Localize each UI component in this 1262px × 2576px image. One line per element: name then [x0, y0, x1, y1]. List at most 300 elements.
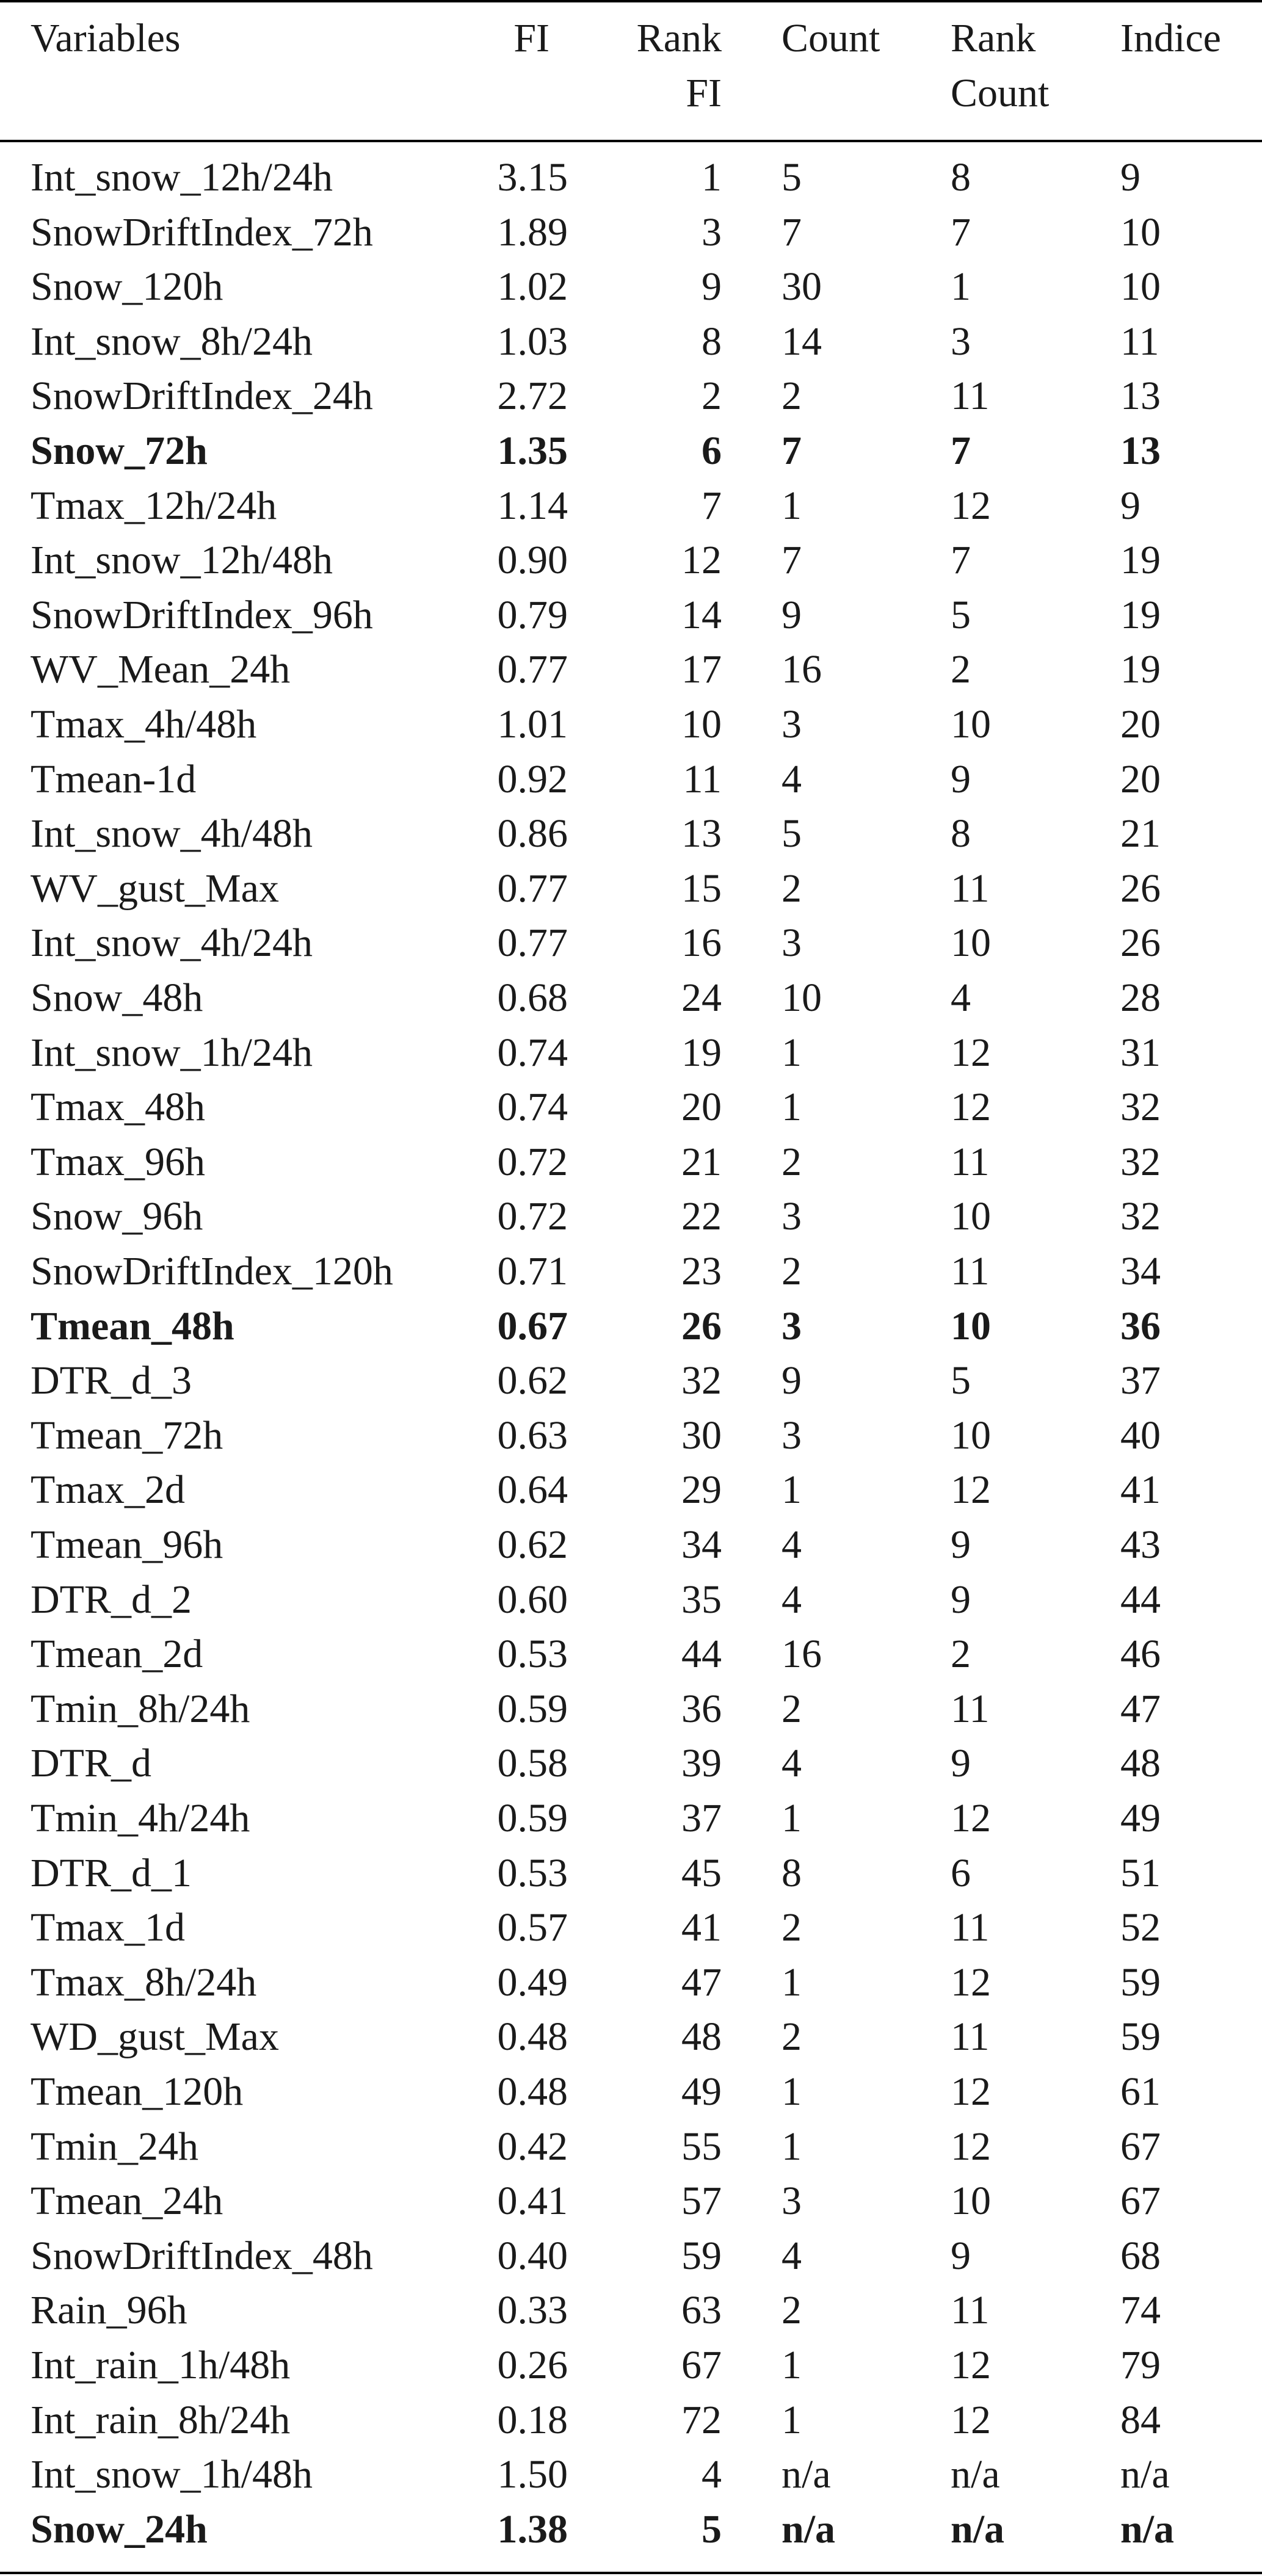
cell-variable: Tmean_72h [31, 1413, 223, 1458]
cell-rank-fi: 21 [681, 1140, 722, 1184]
cell-fi: 0.60 [497, 1577, 568, 1622]
table-row [0, 424, 1262, 479]
table-row [0, 2064, 1262, 2119]
cell-variable: Tmean_48h [31, 1304, 234, 1348]
cell-variable: Tmean_120h [31, 2069, 244, 2114]
cell-rank-fi: 57 [681, 2179, 722, 2223]
cell-rank-fi: 24 [681, 975, 722, 1020]
cell-indice: 9 [1120, 155, 1141, 200]
cell-rank-count: 12 [951, 1960, 991, 2005]
table-top-rule [0, 0, 1262, 2]
cell-fi: 0.64 [497, 1467, 568, 1512]
table-row [0, 314, 1262, 369]
cell-rank-count: 12 [951, 2343, 991, 2387]
cell-fi: 0.62 [497, 1522, 568, 1567]
table-row [0, 1353, 1262, 1408]
table-row [0, 588, 1262, 643]
cell-indice: 21 [1120, 811, 1161, 856]
cell-count: 1 [781, 1960, 802, 2005]
cell-variable: Int_snow_1h/48h [31, 2452, 313, 2497]
cell-count: 14 [781, 319, 822, 364]
cell-indice: 79 [1120, 2343, 1161, 2387]
cell-rank-fi: 63 [681, 2288, 722, 2332]
cell-fi: 0.18 [497, 2398, 568, 2442]
cell-rank-count: 5 [951, 1358, 971, 1403]
cell-indice: n/a [1120, 2507, 1175, 2552]
cell-variable: Int_snow_4h/24h [31, 921, 313, 965]
cell-count: 2 [781, 2288, 802, 2332]
cell-variable: Tmin_4h/24h [31, 1796, 250, 1840]
header-fi: FI [513, 16, 549, 60]
header-variables: Variables [31, 16, 181, 60]
cell-variable: WV_Mean_24h [31, 647, 291, 692]
cell-indice: 51 [1120, 1851, 1161, 1895]
cell-variable: SnowDriftIndex_72h [31, 210, 373, 255]
cell-variable: Snow_24h [31, 2507, 208, 2552]
cell-fi: 0.67 [497, 1304, 568, 1348]
table-row [0, 1080, 1262, 1135]
cell-rank-fi: 55 [681, 2124, 722, 2169]
table-row [0, 2174, 1262, 2229]
cell-rank-fi: 3 [702, 210, 722, 255]
cell-rank-fi: 67 [681, 2343, 722, 2387]
cell-count: 2 [781, 1140, 802, 1184]
cell-count: 2 [781, 866, 802, 911]
cell-rank-count: 8 [951, 155, 971, 200]
cell-indice: 13 [1120, 374, 1161, 418]
cell-variable: DTR_d [31, 1741, 151, 1785]
cell-count: 4 [781, 757, 802, 801]
cell-indice: 43 [1120, 1522, 1161, 1567]
cell-rank-fi: 29 [681, 1467, 722, 1512]
cell-count: 1 [781, 483, 802, 528]
table-row [0, 697, 1262, 752]
cell-rank-count: 12 [951, 2124, 991, 2169]
cell-fi: 0.68 [497, 975, 568, 1020]
cell-rank-fi: 19 [681, 1030, 722, 1075]
cell-fi: 0.86 [497, 811, 568, 856]
cell-variable: Tmean_96h [31, 1522, 223, 1567]
cell-indice: 61 [1120, 2069, 1161, 2114]
cell-indice: 37 [1120, 1358, 1161, 1403]
cell-rank-fi: 13 [681, 811, 722, 856]
cell-rank-fi: 7 [702, 483, 722, 528]
cell-indice: 20 [1120, 757, 1161, 801]
cell-variable: DTR_d_1 [31, 1851, 192, 1895]
cell-rank-fi: 36 [681, 1687, 722, 1731]
cell-indice: 28 [1120, 975, 1161, 1020]
cell-rank-fi: 6 [702, 429, 722, 473]
table-row [0, 1791, 1262, 1846]
cell-count: 4 [781, 2234, 802, 2278]
cell-count: 1 [781, 2343, 802, 2387]
table-row [0, 2393, 1262, 2448]
cell-variable: Tmax_96h [31, 1140, 205, 1184]
cell-rank-count: n/a [951, 2452, 1000, 2497]
cell-rank-count: 10 [951, 1413, 991, 1458]
cell-variable: Tmax_12h/24h [31, 483, 277, 528]
cell-variable: DTR_d_3 [31, 1358, 192, 1403]
cell-indice: 59 [1120, 1960, 1161, 2005]
cell-rank-count: 7 [951, 210, 971, 255]
cell-rank-fi: 59 [681, 2234, 722, 2278]
cell-count: 2 [781, 1249, 802, 1293]
cell-fi: 0.58 [497, 1741, 568, 1785]
cell-rank-fi: 34 [681, 1522, 722, 1567]
table-row [0, 2502, 1262, 2557]
cell-rank-count: 12 [951, 483, 991, 528]
cell-variable: Rain_96h [31, 2288, 187, 2332]
cell-count: n/a [781, 2452, 831, 2497]
table-row [0, 1900, 1262, 1955]
cell-variable: WD_gust_Max [31, 2014, 279, 2059]
cell-rank-fi: 35 [681, 1577, 722, 1622]
cell-rank-count: 12 [951, 1085, 991, 1129]
cell-fi: 0.57 [497, 1905, 568, 1950]
cell-fi: 1.02 [497, 264, 568, 309]
cell-fi: 1.14 [497, 483, 568, 528]
cell-rank-count: 10 [951, 2179, 991, 2223]
table-row [0, 971, 1262, 1026]
table-row [0, 1846, 1262, 1901]
cell-rank-count: 11 [951, 2014, 990, 2059]
cell-rank-fi: 48 [681, 2014, 722, 2059]
cell-rank-count: 12 [951, 1030, 991, 1075]
cell-rank-count: 9 [951, 757, 971, 801]
cell-indice: 52 [1120, 1905, 1161, 1950]
cell-variable: Snow_72h [31, 429, 208, 473]
cell-variable: DTR_d_2 [31, 1577, 192, 1622]
cell-fi: 0.79 [497, 593, 568, 637]
cell-variable: Tmin_24h [31, 2124, 198, 2169]
cell-rank-count: 10 [951, 921, 991, 965]
cell-rank-count: 10 [951, 1304, 991, 1348]
cell-fi: 0.72 [497, 1194, 568, 1239]
cell-fi: 0.63 [497, 1413, 568, 1458]
cell-variable: Tmax_8h/24h [31, 1960, 257, 2005]
cell-count: 7 [781, 210, 802, 255]
cell-rank-fi: 44 [681, 1632, 722, 1676]
cell-indice: 31 [1120, 1030, 1161, 1075]
cell-indice: 40 [1120, 1413, 1161, 1458]
cell-fi: 0.72 [497, 1140, 568, 1184]
cell-indice: 36 [1120, 1304, 1161, 1348]
cell-indice: 68 [1120, 2234, 1161, 2278]
cell-rank-count: 12 [951, 2069, 991, 2114]
table-row [0, 752, 1262, 807]
cell-variable: SnowDriftIndex_120h [31, 1249, 393, 1293]
cell-fi: 0.26 [497, 2343, 568, 2387]
cell-indice: 26 [1120, 866, 1161, 911]
table-row [0, 1572, 1262, 1627]
cell-rank-fi: 72 [681, 2398, 722, 2442]
table-row [0, 1244, 1262, 1299]
cell-rank-fi: 45 [681, 1851, 722, 1895]
cell-variable: Snow_48h [31, 975, 203, 1020]
cell-count: 1 [781, 1796, 802, 1840]
cell-rank-count: 9 [951, 2234, 971, 2278]
cell-rank-count: 11 [951, 374, 990, 418]
cell-fi: 0.74 [497, 1085, 568, 1129]
table-row [0, 150, 1262, 205]
cell-indice: 32 [1120, 1085, 1161, 1129]
cell-indice: 19 [1120, 593, 1161, 637]
cell-rank-count: 12 [951, 1796, 991, 1840]
cell-fi: 0.90 [497, 538, 568, 582]
cell-rank-count: 11 [951, 1687, 990, 1731]
cell-fi: 1.38 [497, 2507, 568, 2552]
table-row [0, 533, 1262, 588]
cell-variable: Tmean_24h [31, 2179, 223, 2223]
cell-rank-fi: 14 [681, 593, 722, 637]
cell-count: 5 [781, 811, 802, 856]
cell-fi: 0.48 [497, 2069, 568, 2114]
cell-count: 1 [781, 2124, 802, 2169]
cell-fi: 0.53 [497, 1851, 568, 1895]
table-row [0, 2283, 1262, 2338]
table-row [0, 1189, 1262, 1244]
cell-rank-count: 6 [951, 1851, 971, 1895]
cell-count: 3 [781, 2179, 802, 2223]
cell-rank-count: 7 [951, 429, 971, 473]
cell-rank-fi: 17 [681, 647, 722, 692]
cell-rank-fi: 5 [702, 2507, 722, 2552]
cell-fi: 0.74 [497, 1030, 568, 1075]
cell-fi: 0.62 [497, 1358, 568, 1403]
table-row [0, 479, 1262, 534]
cell-count: 16 [781, 1632, 822, 1676]
cell-indice: 67 [1120, 2179, 1161, 2223]
cell-variable: SnowDriftIndex_24h [31, 374, 373, 418]
cell-count: 2 [781, 1905, 802, 1950]
table-row [0, 806, 1262, 861]
cell-rank-fi: 47 [681, 1960, 722, 2005]
cell-indice: 11 [1120, 319, 1159, 364]
cell-variable: Tmax_48h [31, 1085, 205, 1129]
cell-variable: Snow_96h [31, 1194, 203, 1239]
cell-count: 10 [781, 975, 822, 1020]
table-header [0, 11, 1262, 133]
table-row [0, 1463, 1262, 1518]
cell-fi: 0.59 [497, 1687, 568, 1731]
cell-count: 4 [781, 1577, 802, 1622]
cell-rank-count: 9 [951, 1741, 971, 1785]
cell-count: 7 [781, 429, 802, 473]
cell-count: 1 [781, 1030, 802, 1075]
cell-indice: 9 [1120, 483, 1141, 528]
cell-rank-count: 2 [951, 1632, 971, 1676]
cell-rank-fi: 30 [681, 1413, 722, 1458]
cell-rank-count: 11 [951, 2288, 990, 2332]
cell-fi: 0.41 [497, 2179, 568, 2223]
cell-fi: 0.40 [497, 2234, 568, 2278]
cell-rank-fi: 4 [702, 2452, 722, 2497]
cell-indice: 49 [1120, 1796, 1161, 1840]
cell-count: 9 [781, 1358, 802, 1403]
table-header-rule [0, 140, 1262, 142]
cell-rank-count: 1 [951, 264, 971, 309]
cell-fi: 0.71 [497, 1249, 568, 1293]
cell-fi: 0.42 [497, 2124, 568, 2169]
cell-variable: Int_snow_8h/24h [31, 319, 313, 364]
cell-rank-fi: 49 [681, 2069, 722, 2114]
cell-rank-count: 12 [951, 1467, 991, 1512]
cell-indice: 41 [1120, 1467, 1161, 1512]
cell-count: 9 [781, 593, 802, 637]
cell-rank-fi: 37 [681, 1796, 722, 1840]
header-indice: Indice [1120, 16, 1221, 60]
cell-count: 4 [781, 1522, 802, 1567]
cell-rank-fi: 12 [681, 538, 722, 582]
cell-variable: Int_snow_1h/24h [31, 1030, 313, 1075]
cell-indice: 47 [1120, 1687, 1161, 1731]
cell-indice: 19 [1120, 538, 1161, 582]
cell-indice: 84 [1120, 2398, 1161, 2442]
table-row [0, 1408, 1262, 1463]
cell-fi: 2.72 [497, 374, 568, 418]
cell-fi: 1.50 [497, 2452, 568, 2497]
cell-indice: 32 [1120, 1194, 1161, 1239]
cell-fi: 0.33 [497, 2288, 568, 2332]
cell-count: 3 [781, 1413, 802, 1458]
cell-rank-fi: 26 [681, 1304, 722, 1348]
cell-count: 3 [781, 921, 802, 965]
table-row [0, 369, 1262, 424]
cell-fi: 0.48 [497, 2014, 568, 2059]
cell-fi: 0.53 [497, 1632, 568, 1676]
cell-indice: 67 [1120, 2124, 1161, 2169]
header-rank-count-line2: Count [951, 71, 1050, 115]
cell-variable: Tmean-1d [31, 757, 197, 801]
cell-rank-count: 11 [951, 1249, 990, 1293]
cell-count: 1 [781, 1467, 802, 1512]
cell-rank-fi: 9 [702, 264, 722, 309]
cell-indice: 26 [1120, 921, 1161, 965]
cell-rank-fi: 22 [681, 1194, 722, 1239]
cell-count: 3 [781, 1194, 802, 1239]
cell-rank-fi: 11 [683, 757, 722, 801]
table-row [0, 642, 1262, 697]
cell-count: 7 [781, 538, 802, 582]
cell-fi: 1.35 [497, 429, 568, 473]
cell-variable: Int_rain_1h/48h [31, 2343, 291, 2387]
cell-count: 2 [781, 374, 802, 418]
table-row [0, 2338, 1262, 2393]
cell-indice: 44 [1120, 1577, 1161, 1622]
cell-variable: Tmin_8h/24h [31, 1687, 250, 1731]
cell-indice: 19 [1120, 647, 1161, 692]
table-row [0, 1518, 1262, 1572]
cell-fi: 0.49 [497, 1960, 568, 2005]
cell-rank-fi: 8 [702, 319, 722, 364]
cell-count: 2 [781, 1687, 802, 1731]
cell-variable: SnowDriftIndex_48h [31, 2234, 373, 2278]
table-row [0, 2010, 1262, 2064]
table-row [0, 1736, 1262, 1791]
cell-rank-count: 2 [951, 647, 971, 692]
cell-count: 2 [781, 2014, 802, 2059]
cell-variable: Tmean_2d [31, 1632, 203, 1676]
cell-count: 16 [781, 647, 822, 692]
cell-count: 5 [781, 155, 802, 200]
cell-rank-count: 8 [951, 811, 971, 856]
cell-indice: 10 [1120, 210, 1161, 255]
cell-variable: Int_snow_12h/24h [31, 155, 333, 200]
cell-variable: SnowDriftIndex_96h [31, 593, 373, 637]
cell-rank-count: 4 [951, 975, 971, 1020]
cell-count: 1 [781, 2069, 802, 2114]
cell-variable: Tmax_2d [31, 1467, 185, 1512]
cell-count: 3 [781, 1304, 802, 1348]
cell-fi: 3.15 [497, 155, 568, 200]
cell-rank-count: 12 [951, 2398, 991, 2442]
table-bottom-rule [0, 2572, 1262, 2574]
cell-fi: 0.77 [497, 921, 568, 965]
cell-rank-fi: 41 [681, 1905, 722, 1950]
table-row [0, 1135, 1262, 1190]
cell-fi: 0.77 [497, 866, 568, 911]
cell-indice: 13 [1120, 429, 1161, 473]
cell-variable: Int_snow_4h/48h [31, 811, 313, 856]
cell-count: 1 [781, 1085, 802, 1129]
cell-rank-count: 10 [951, 702, 991, 747]
table-row [0, 205, 1262, 260]
cell-fi: 0.59 [497, 1796, 568, 1840]
table-row [0, 2447, 1262, 2502]
cell-indice: 32 [1120, 1140, 1161, 1184]
cell-variable: Int_rain_8h/24h [31, 2398, 291, 2442]
table-row [0, 259, 1262, 314]
cell-fi: 1.89 [497, 210, 568, 255]
cell-rank-fi: 39 [681, 1741, 722, 1785]
cell-rank-count: 10 [951, 1194, 991, 1239]
cell-variable: Tmax_4h/48h [31, 702, 257, 747]
cell-variable: WV_gust_Max [31, 866, 279, 911]
cell-rank-fi: 32 [681, 1358, 722, 1403]
cell-rank-fi: 15 [681, 866, 722, 911]
cell-rank-fi: 23 [681, 1249, 722, 1293]
table-row [0, 1682, 1262, 1737]
cell-variable: Snow_120h [31, 264, 223, 309]
table-row [0, 2229, 1262, 2284]
header-count: Count [781, 16, 880, 60]
table-row [0, 1627, 1262, 1682]
header-rank-count-line1: Rank [951, 16, 1036, 60]
cell-fi: 1.03 [497, 319, 568, 364]
cell-indice: 10 [1120, 264, 1161, 309]
table-row [0, 916, 1262, 971]
cell-indice: 74 [1120, 2288, 1161, 2332]
cell-fi: 0.77 [497, 647, 568, 692]
cell-count: n/a [781, 2507, 836, 2552]
cell-count: 30 [781, 264, 822, 309]
cell-indice: 48 [1120, 1741, 1161, 1785]
cell-rank-count: 9 [951, 1577, 971, 1622]
cell-rank-count: 7 [951, 538, 971, 582]
cell-count: 4 [781, 1741, 802, 1785]
header-rank-fi-line2: FI [686, 71, 722, 115]
cell-count: 1 [781, 2398, 802, 2442]
cell-indice: 20 [1120, 702, 1161, 747]
cell-indice: 46 [1120, 1632, 1161, 1676]
cell-rank-fi: 2 [702, 374, 722, 418]
table-row [0, 1026, 1262, 1080]
cell-rank-count: 5 [951, 593, 971, 637]
cell-count: 8 [781, 1851, 802, 1895]
cell-variable: Tmax_1d [31, 1905, 185, 1950]
cell-rank-count: 11 [951, 866, 990, 911]
header-rank-fi-line1: Rank [636, 16, 722, 60]
